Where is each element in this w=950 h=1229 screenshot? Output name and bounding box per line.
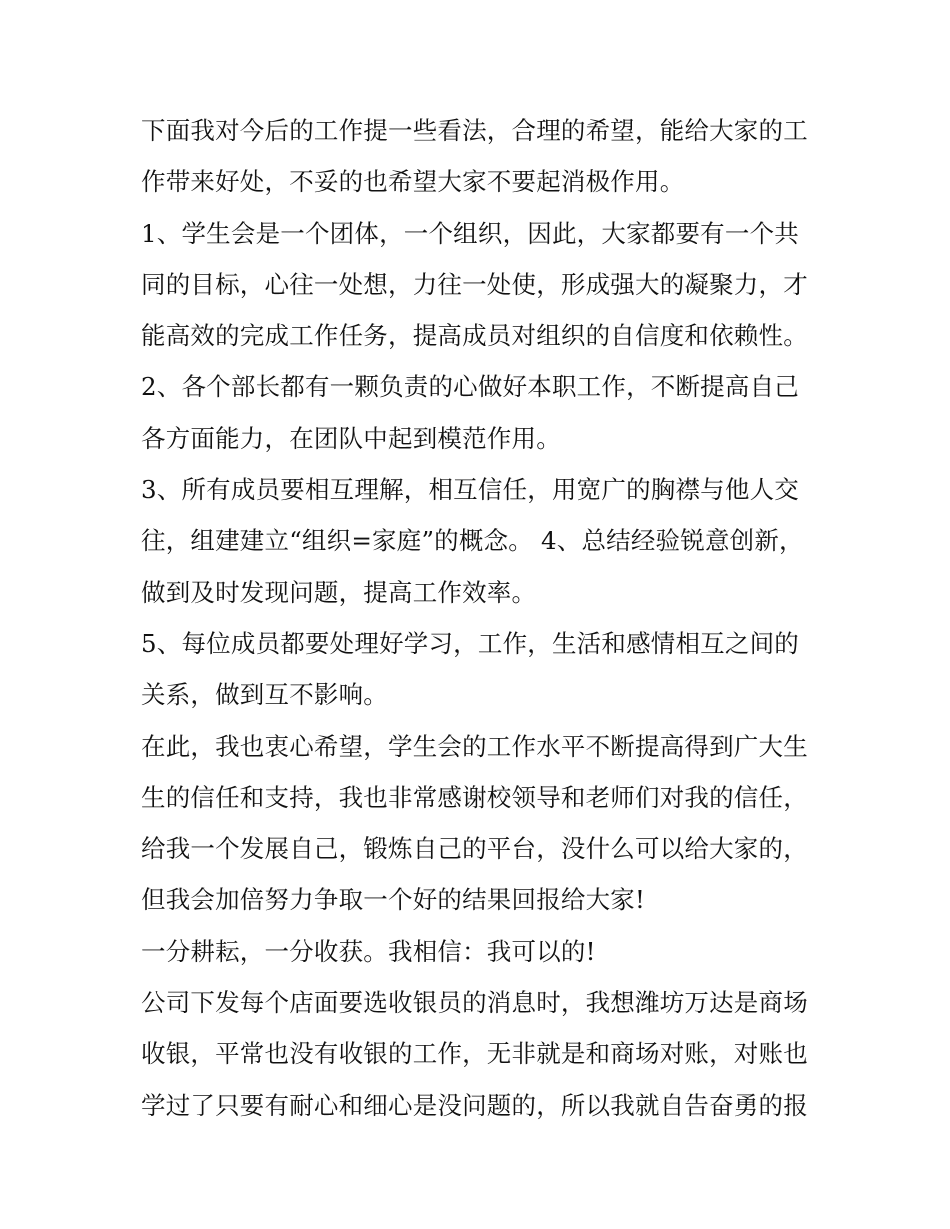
text-line: 各方面能力，在团队中起到模范作用。 [141, 423, 561, 453]
text-line: 在此，我也衷心希望，学生会的工作水平不断提高得到广大生 [141, 731, 808, 761]
text-line: 公司下发每个店面要选收银员的消息时，我想潍坊万达是商场 [141, 988, 808, 1018]
text-line: 下面我对今后的工作提一些看法，合理的希望，能给大家的工 [141, 116, 808, 145]
text-line: 学过了只要有耐心和细心是没问题的，所以我就自告奋勇的报 [141, 1090, 808, 1120]
text-line: 做到及时发现问题，提高工作效率。 [141, 577, 537, 607]
text-line: 3、所有成员要相互理解，相互信任，用宽广的胸襟与他人交 [141, 475, 799, 505]
text-line: 收银，平常也没有收银的工作，无非就是和商场对账，对账也 [141, 1039, 808, 1069]
document-body [141, 105, 821, 1131]
text-line: 往，组建建立“组织=家庭”的概念。 4、总结经验锐意创新， [141, 526, 804, 556]
text-line: 同的目标，心往一处想，力往一处使，形成强大的凝聚力，才 [141, 269, 808, 299]
text-line: 关系，做到互不影响。 [141, 680, 388, 710]
text-line: 能高效的完成工作任务，提高成员对组织的自信度和依赖性。 [141, 321, 808, 351]
text-line: 1、学生会是一个团体，一个组织，因此，大家都要有一个共 [141, 218, 799, 248]
text-line: 给我一个发展自己，锻炼自己的平台，没什么可以给大家的， [141, 834, 808, 864]
text-line: 生的信任和支持，我也非常感谢校领导和老师们对我的信任， [141, 782, 808, 812]
text-line: 5、每位成员都要处理好学习，工作，生活和感情相互之间的 [141, 628, 799, 658]
text-line: 但我会加倍努力争取一个好的结果回报给大家! [141, 885, 646, 915]
text-line: 一分耕耘，一分收获。我相信：我可以的! [141, 936, 596, 966]
text-line: 作带来好处，不妥的也希望大家不要起消极作用。 [141, 167, 685, 197]
text-line: 2、各个部长都有一颗负责的心做好本职工作，不断提高自己 [141, 372, 799, 402]
